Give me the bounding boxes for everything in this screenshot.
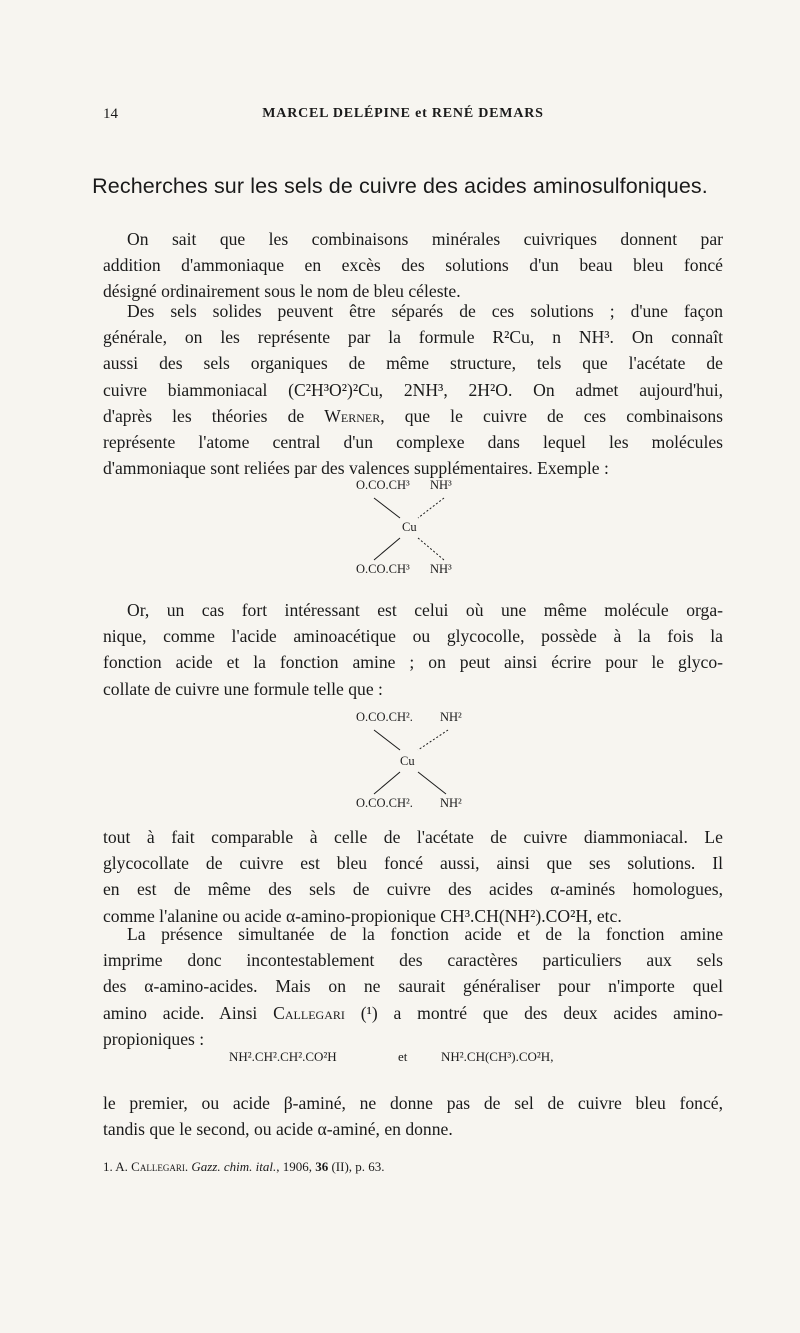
page-header (103, 106, 703, 126)
text-line: tandis que le second, ou acide α-aminé, en donne. (103, 1119, 453, 1140)
text-line: addition d'ammoniaque en excès des solutions d'un beau bleu foncé (103, 255, 723, 276)
paragraph-5 (103, 921, 723, 1052)
equation-conjunction: et (398, 1049, 408, 1064)
text-line: tout à fait comparable à celle de l'acétate de cuivre diammoniacal. Le (103, 827, 723, 847)
author-name-werner: Werner (324, 405, 381, 426)
formula-copper-glycocollate (356, 710, 496, 810)
paragraph-2 (103, 298, 723, 481)
section-title: Recherches sur les sels de cuivre des acides aminosulfoniques. (92, 174, 708, 198)
text-line: Des sels solides peuvent être séparés de ces solutions ; d'une façon (127, 301, 723, 321)
text-line: amino acide. Ainsi Callegari (¹) a montré que des deux acides amino- (103, 1002, 724, 1023)
text-line: propioniques : (103, 1028, 205, 1049)
formula-bottom-left: O.CO.CH². (356, 796, 413, 810)
text-line: Or, un cas fort intéressant est celui où une même molécule orga- (127, 600, 723, 620)
text-line: représente l'atome central d'un complexe dans lequel les molécules (103, 431, 723, 452)
text-line: glycocollate de cuivre est bleu foncé aussi, ainsi que ses solutions. Il (103, 853, 723, 874)
formula-top-left: O.CO.CH³ (356, 478, 410, 492)
text-line: d'ammoniaque sont reliées par des valences supplémentaires. Exemple : (103, 458, 609, 479)
footnote-volume: 36 (315, 1159, 329, 1174)
text-line: nique, comme l'acide aminoacétique ou glycocolle, possède à la fois la (103, 626, 723, 647)
text-line: On sait que les combinaisons minérales cuivriques donnent par (127, 229, 723, 249)
formula-bottom-right: NH³ (430, 562, 452, 576)
text-line: aussi des sels organiques de même structure, tels que l'acétate de (103, 353, 723, 374)
text-line: générale, on les représente par la formule R²Cu, n NH³. On connaît (103, 327, 723, 348)
page-number: 14 (103, 106, 118, 122)
text-line: le premier, ou acide β-aminé, ne donne pas de sel de cuivre bleu foncé, (103, 1093, 723, 1113)
paragraph-1 (103, 226, 723, 305)
formula-copper-acetate-diammine (356, 478, 496, 578)
text-line: collate de cuivre une formule telle que : (103, 678, 383, 699)
formula-bottom-right: NH² (440, 796, 462, 810)
formula-top-right: NH³ (430, 478, 452, 492)
formula-center: Cu (400, 754, 415, 768)
formula-bonds (356, 710, 496, 810)
footnote-author: Callegari (131, 1159, 185, 1174)
text-line: La présence simultanée de la fonction acide et de la fonction amine (127, 924, 723, 944)
formula-top-left: O.CO.CH². (356, 710, 413, 724)
text-line: imprime donc incontestablement des caractères particuliers aux sels (103, 950, 723, 971)
footnote-journal: Gazz. chim. ital. (191, 1159, 277, 1174)
text-line: désigné ordinairement sous le nom de bleu céleste. (103, 281, 461, 302)
text-line: fonction acide et la fonction amine ; on peut ainsi écrire pour le glyco- (103, 652, 723, 673)
formula-center: Cu (402, 520, 417, 534)
running-head: MARCEL DELÉPINE et RENÉ DEMARS (262, 106, 544, 121)
paragraph-6 (103, 1090, 723, 1142)
author-name-callegari: Callegari (273, 1002, 345, 1023)
footnote: 1. A. Callegari. Gazz. chim. ital., 1906, 36 (II), p. 63. (103, 1159, 385, 1174)
text-line: cuivre biammoniacal (C²H³O²)²Cu, 2NH³, 2H²O. On admet aujourd'hui, (103, 379, 723, 400)
equation-left: NH².CH².CH².CO²H (229, 1049, 337, 1064)
text-line: comme l'alanine ou acide α-amino-propionique CH³.CH(NH²).CO²H, etc. (103, 905, 622, 926)
text-line: en est de même des sels de cuivre des acides α-aminés homologues, (103, 879, 723, 900)
text-line: d'après les théories de Werner, que le cuivre de ces combinaisons (103, 405, 723, 426)
equation-right: NH².CH(CH³).CO²H, (441, 1049, 554, 1064)
paragraph-4 (103, 824, 723, 929)
paragraph-3 (103, 597, 723, 702)
text-line: des α-amino-acides. Mais on ne saurait généraliser pour n'importe quel (103, 976, 723, 997)
formula-bottom-left: O.CO.CH³ (356, 562, 410, 576)
formula-top-right: NH² (440, 710, 462, 724)
